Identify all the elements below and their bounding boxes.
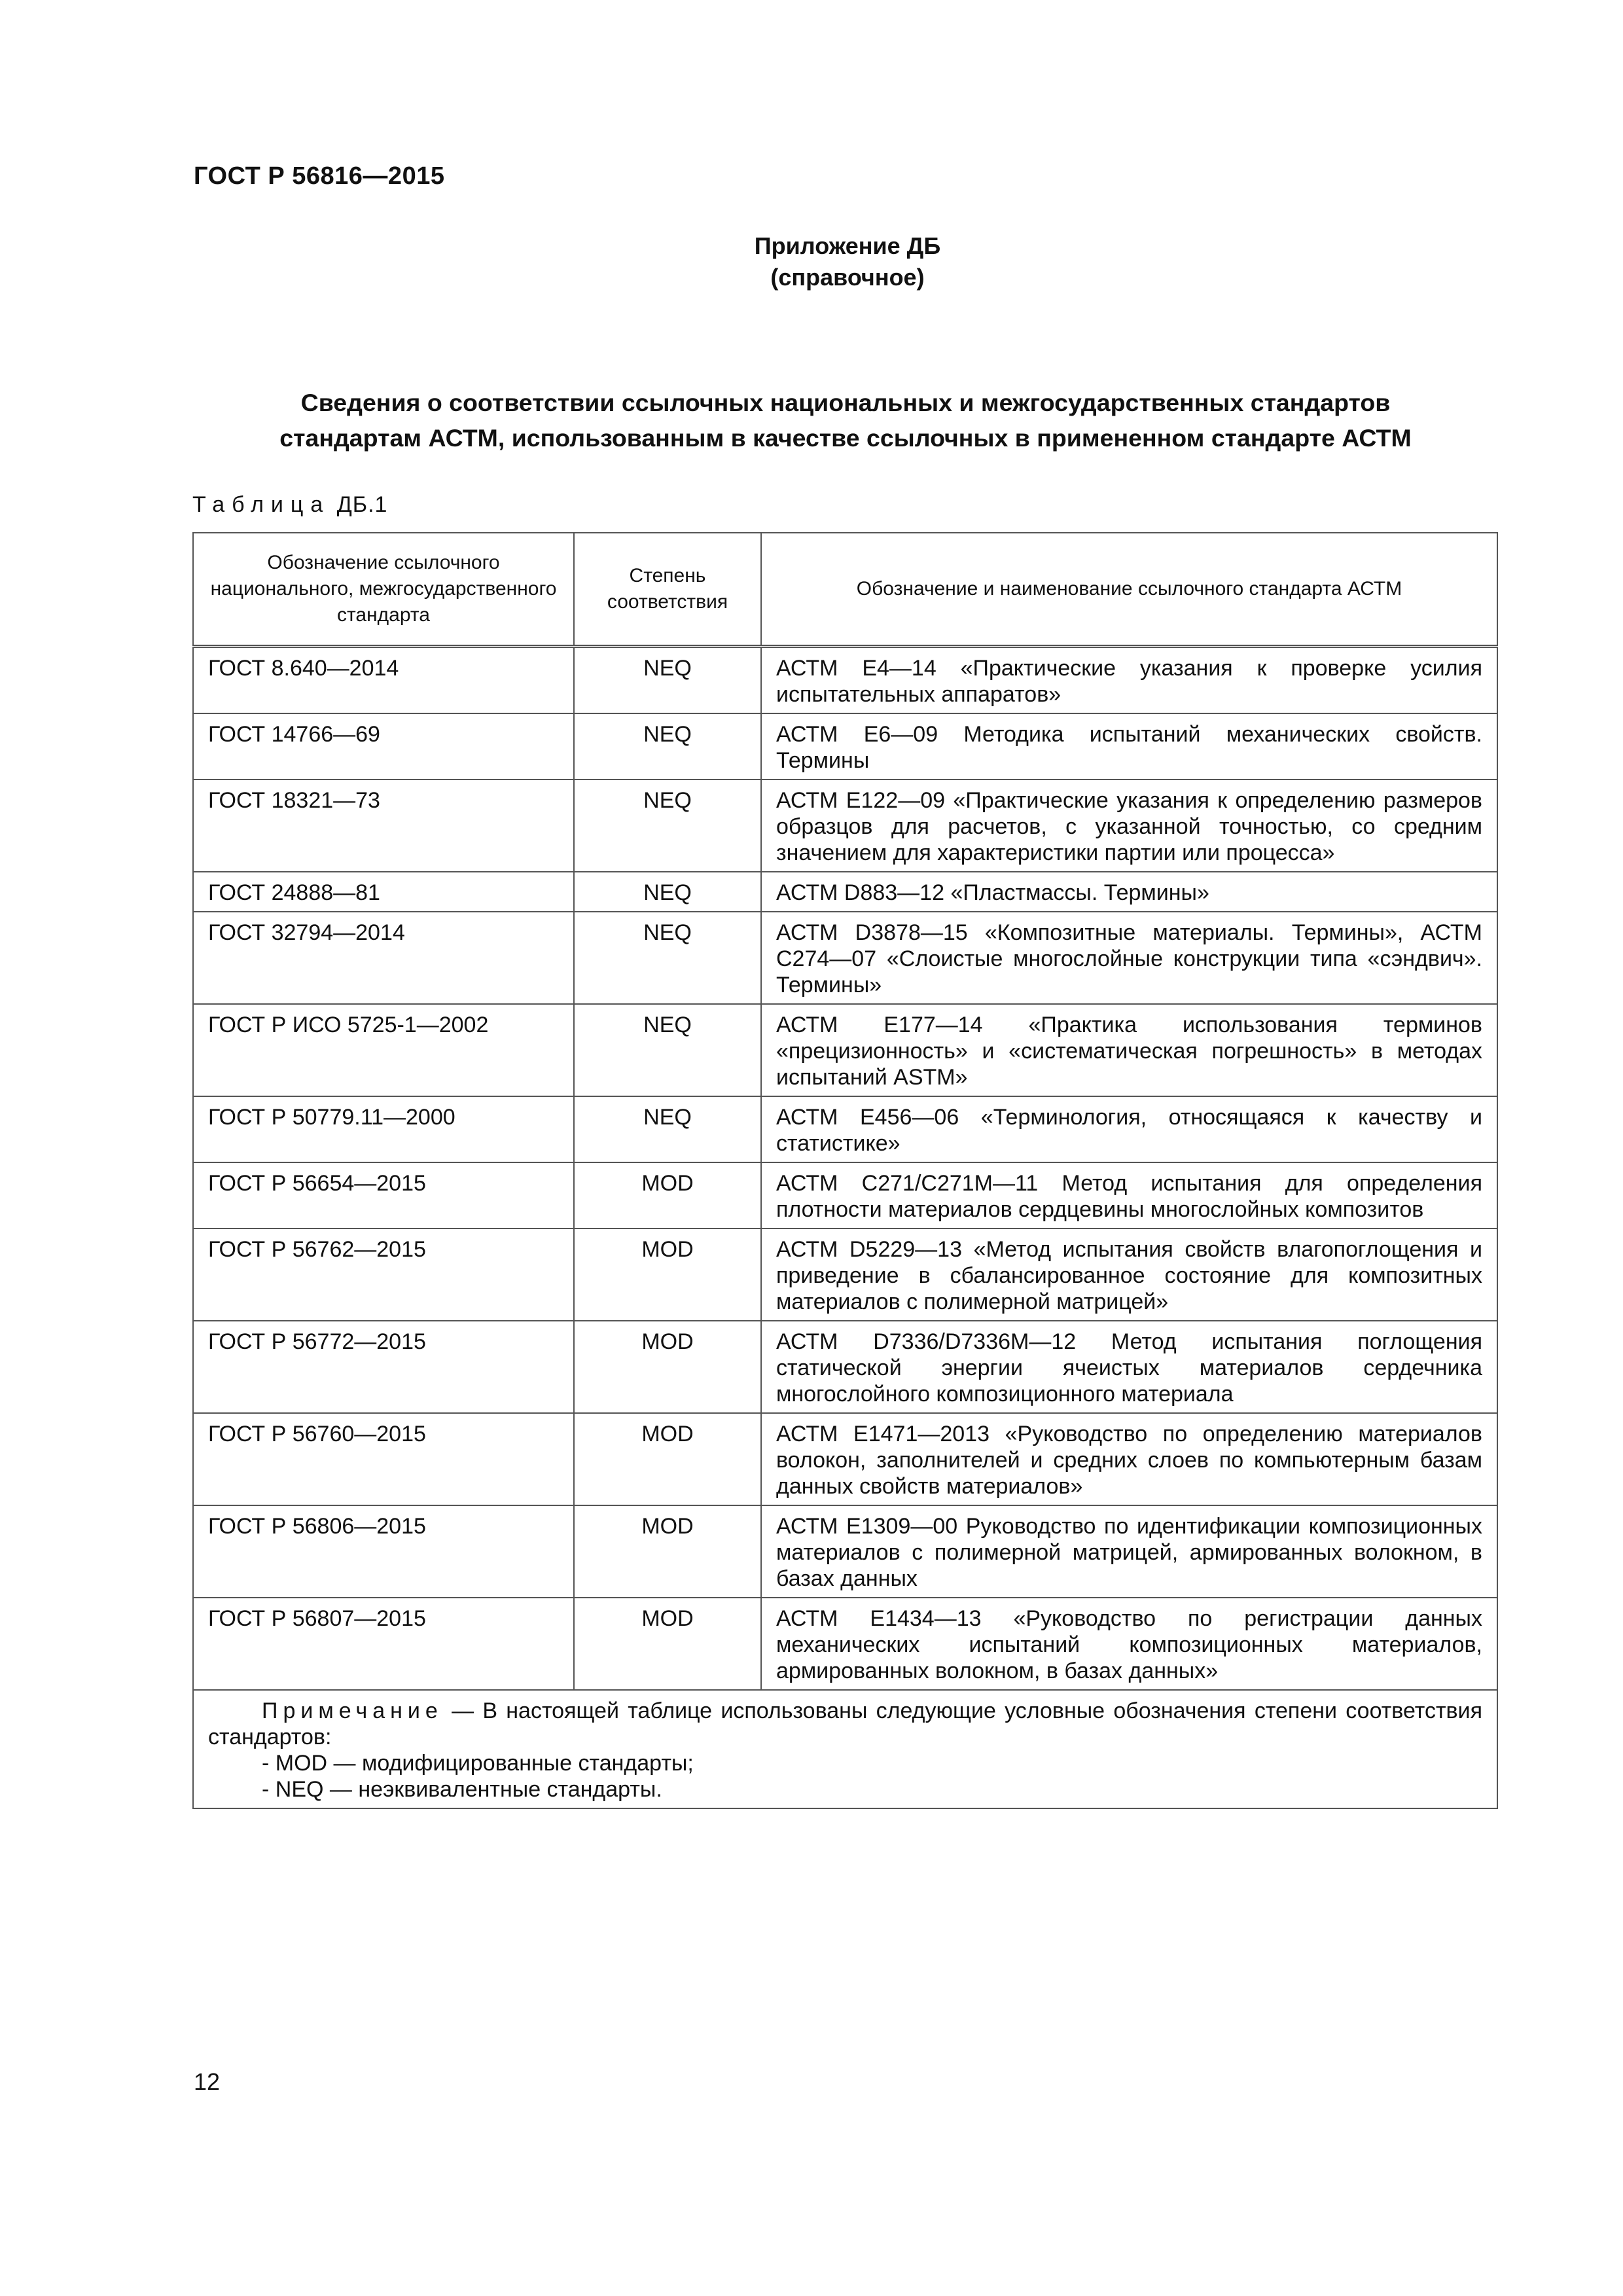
column-header-gost: Обозначение ссылочного национального, межгосударственного стандарта <box>193 533 574 647</box>
gost-cell: ГОСТ Р 56772—2015 <box>193 1321 574 1413</box>
note-item-neq: - NEQ — неэквивалентные стандарты. <box>262 1777 662 1802</box>
degree-cell: NEQ <box>574 713 761 780</box>
table-row <box>193 1598 1497 1690</box>
appendix-title: Приложение ДБ <box>754 232 941 259</box>
gost-cell: ГОСТ Р 56760—2015 <box>193 1413 574 1505</box>
gost-cell: ГОСТ 24888—81 <box>193 872 574 912</box>
astm-cell: АСТМ D7336/D7336M—12 Метод испытания поглощения статической энергии ячеистых материалов сердечника многослойного композиционного материала <box>761 1321 1497 1413</box>
degree-cell: MOD <box>574 1413 761 1505</box>
degree-cell: MOD <box>574 1162 761 1229</box>
degree-cell: MOD <box>574 1321 761 1413</box>
astm-cell: АСТМ Е4—14 «Практические указания к проверке усилия испытательных аппаратов» <box>761 647 1497 714</box>
gost-cell: ГОСТ Р 50779.11—2000 <box>193 1096 574 1162</box>
table-row <box>193 1162 1497 1229</box>
degree-cell: NEQ <box>574 647 761 714</box>
table-caption-word: Таблица <box>192 492 330 517</box>
degree-cell: NEQ <box>574 912 761 1004</box>
astm-cell: АСТМ Е1434—13 «Руководство по регистрации данных механических испытаний композиционных материалов, армированных волокном, в базах данных» <box>761 1598 1497 1690</box>
table-header-row <box>193 533 1497 647</box>
astm-cell: АСТМ Е6—09 Методика испытаний механических свойств. Термины <box>761 713 1497 780</box>
degree-cell: NEQ <box>574 1004 761 1096</box>
gost-cell: ГОСТ Р 56762—2015 <box>193 1229 574 1321</box>
astm-cell: АСТМ Е122—09 «Практические указания к определению размеров образцов для расчетов, с указанной точностью, со средним значением для характеристики партии или процесса» <box>761 780 1497 872</box>
table-row <box>193 1096 1497 1162</box>
heading-line-1: Сведения о соответствии ссылочных национальных и межгосударственных стандартов <box>300 389 1391 416</box>
column-header-astm: Обозначение и наименование ссылочного стандарта АСТМ <box>761 533 1497 647</box>
note-text: — В настоящей таблице использованы следующие условные обозначения степени соответствия стандартов: <box>208 1698 1482 1749</box>
astm-cell: АСТМ D3878—15 «Композитные материалы. Термины», АСТМ С274—07 «Слоистые многослойные конструкции типа «сэндвич». Термины» <box>761 912 1497 1004</box>
table-row <box>193 1505 1497 1598</box>
table-caption-number: ДБ.1 <box>336 492 388 517</box>
table-row <box>193 1321 1497 1413</box>
astm-cell: АСТМ Е456—06 «Терминология, относящаяся к качеству и статистике» <box>761 1096 1497 1162</box>
note-item-mod: - MOD — модифицированные стандарты; <box>262 1751 694 1776</box>
gost-cell: ГОСТ 32794—2014 <box>193 912 574 1004</box>
degree-cell: NEQ <box>574 780 761 872</box>
astm-cell: АСТМ Е1309—00 Руководство по идентификации композиционных материалов с полимерной матрицей, армированных волокном, в базах данных <box>761 1505 1497 1598</box>
degree-cell: NEQ <box>574 1096 761 1162</box>
degree-cell: MOD <box>574 1598 761 1690</box>
table-row <box>193 872 1497 912</box>
degree-cell: MOD <box>574 1229 761 1321</box>
column-header-degree: Степень соответствия <box>574 533 761 647</box>
table-note <box>193 1690 1497 1808</box>
astm-cell: АСТМ D883—12 «Пластмассы. Термины» <box>761 872 1497 912</box>
gost-cell: ГОСТ Р 56807—2015 <box>193 1598 574 1690</box>
astm-cell: АСТМ Е177—14 «Практика использования терминов «прецизионность» и «систематическая погрешность» в методах испытаний ASTM» <box>761 1004 1497 1096</box>
degree-cell: MOD <box>574 1505 761 1598</box>
gost-cell: ГОСТ 14766—69 <box>193 713 574 780</box>
gost-cell: ГОСТ Р 56806—2015 <box>193 1505 574 1598</box>
page-number: 12 <box>194 2068 221 2095</box>
degree-cell: NEQ <box>574 872 761 912</box>
table-row <box>193 713 1497 780</box>
astm-cell: АСТМ D5229—13 «Метод испытания свойств влагопоглощения и приведение в сбалансированное состояние для композитных материалов с полимерной матрицей» <box>761 1229 1497 1321</box>
note-paragraph <box>208 1698 1482 1750</box>
standards-table <box>192 532 1498 1809</box>
heading-line-2: стандартам АСТМ, использованным в качестве ссылочных в примененном стандарте АСТМ <box>279 424 1412 452</box>
gost-cell: ГОСТ Р 56654—2015 <box>193 1162 574 1229</box>
table-row <box>193 780 1497 872</box>
gost-cell: ГОСТ 8.640—2014 <box>193 647 574 714</box>
table-row <box>193 1229 1497 1321</box>
table-row <box>193 1413 1497 1505</box>
table-row <box>193 1004 1497 1096</box>
appendix-kind: (справочное) <box>770 264 925 291</box>
gost-cell: ГОСТ 18321—73 <box>193 780 574 872</box>
table-row <box>193 647 1497 714</box>
table-caption <box>192 492 387 518</box>
astm-cell: АСТМ С271/С271М—11 Метод испытания для определения плотности материалов сердцевины многослойных композитов <box>761 1162 1497 1229</box>
astm-cell: АСТМ Е1471—2013 «Руководство по определению материалов волокон, заполнителей и средних слоев по компьютерным базам данных свойств материалов» <box>761 1413 1497 1505</box>
gost-cell: ГОСТ Р ИСО 5725-1—2002 <box>193 1004 574 1096</box>
table-note-row <box>193 1690 1497 1808</box>
document-code: ГОСТ Р 56816—2015 <box>194 162 445 190</box>
note-label: Примечание <box>262 1698 443 1723</box>
table-row <box>193 912 1497 1004</box>
